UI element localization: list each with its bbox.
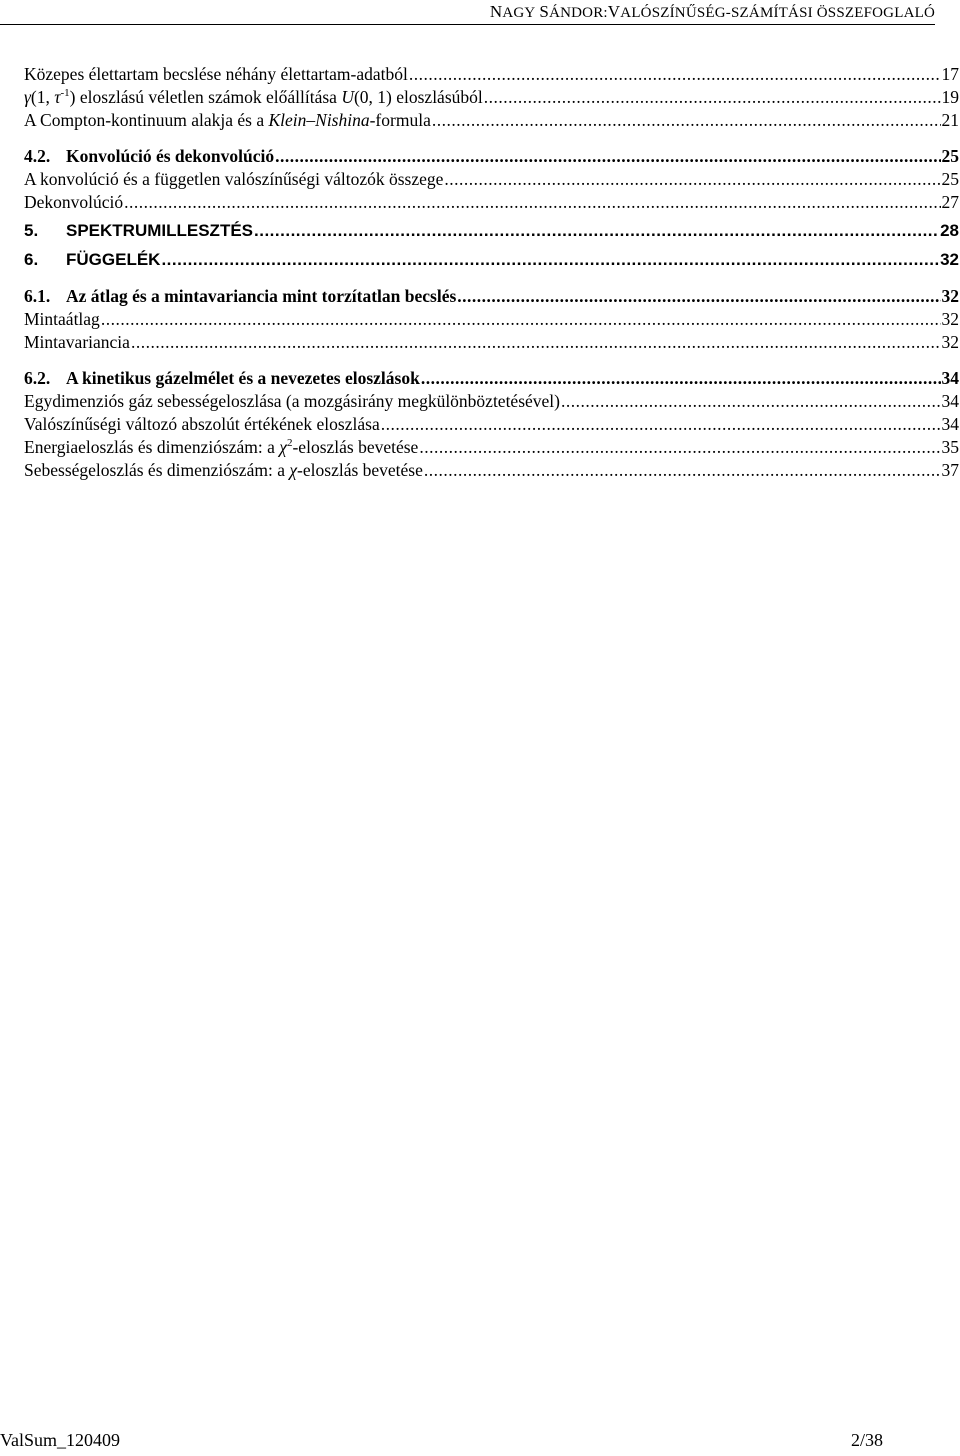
- dot-leader: [131, 331, 941, 354]
- dot-leader: [457, 285, 940, 308]
- toc-entry[interactable]: [24, 331, 959, 354]
- toc-chapter-entry[interactable]: [24, 248, 959, 272]
- table-of-contents: [24, 63, 959, 482]
- dot-leader: [275, 145, 940, 168]
- toc-entry-title: Egydimenziós gáz sebességeloszlása (a mozgásirány megkülönböztetésével): [24, 391, 560, 411]
- toc-entry-title: Közepes élettartam becslése néhány élettartam-adatból: [24, 64, 408, 84]
- toc-entry-title: Mintavariancia: [24, 332, 130, 352]
- dot-leader: [161, 248, 939, 271]
- toc-chapter-title: 6. FÜGGELÉK: [24, 250, 161, 269]
- toc-entry[interactable]: [24, 459, 959, 482]
- toc-section-title: 6.2. A kinetikus gázelmélet és a nevezetes eloszlások: [24, 368, 420, 388]
- toc-page-number: 34: [941, 391, 959, 411]
- toc-entry[interactable]: [24, 413, 959, 436]
- toc-page-number: 35: [941, 437, 959, 457]
- dot-leader: [124, 191, 940, 214]
- toc-entry[interactable]: [24, 191, 959, 214]
- toc-section-title: 4.2. Konvolúció és dekonvolúció: [24, 146, 275, 166]
- toc-page-number: 27: [941, 192, 959, 212]
- toc-entry-title: Valószínűségi változó abszolút értékének eloszlása: [24, 414, 380, 434]
- toc-page-number: 32: [940, 250, 959, 269]
- dot-leader: [381, 413, 941, 436]
- page-footer: [0, 1430, 883, 1451]
- toc-entry[interactable]: [24, 168, 959, 191]
- toc-page-number: 32: [941, 309, 959, 329]
- toc-page-number: 21: [941, 110, 959, 130]
- toc-page-number: 37: [941, 460, 959, 480]
- toc-entry[interactable]: [24, 86, 959, 109]
- toc-section-entry[interactable]: [24, 367, 959, 390]
- dot-leader: [101, 308, 941, 331]
- toc-page-number: 25: [941, 146, 959, 166]
- running-title: NAGY SÁNDOR:VALÓSZÍNŰSÉG-SZÁMÍTÁSI ÖSSZEFOGLALÓ: [489, 2, 935, 21]
- toc-chapter-title: 5. SPEKTRUMILLESZTÉS: [24, 221, 254, 240]
- dot-leader: [409, 63, 941, 86]
- toc-entry-title: Dekonvolúció: [24, 192, 124, 212]
- toc-page-number: 34: [941, 414, 959, 434]
- toc-entry-title: Mintaátlag: [24, 309, 100, 329]
- toc-entry-title: A Compton-kontinuum alakja és a Klein–Nishina-formula: [24, 110, 431, 130]
- dot-leader: [424, 459, 941, 482]
- page-header: [0, 0, 935, 25]
- toc-page-number: 17: [941, 64, 959, 84]
- toc-page-number: 25: [941, 169, 959, 189]
- dot-leader: [561, 390, 941, 413]
- dot-leader: [419, 436, 940, 459]
- toc-entry[interactable]: [24, 308, 959, 331]
- toc-page-number: 28: [940, 221, 959, 240]
- toc-entry[interactable]: [24, 390, 959, 413]
- toc-chapter-entry[interactable]: [24, 219, 959, 243]
- document-id: ValSum_120409: [0, 1430, 121, 1450]
- toc-entry-title: Energiaeloszlás és dimenziószám: a $\chi^2$-eloszlás bevetése: [24, 437, 419, 457]
- toc-page-number: 32: [941, 332, 959, 352]
- dot-leader: [432, 109, 941, 132]
- toc-page-number: 34: [941, 368, 959, 388]
- toc-entry-title: γ(1, $\tau^{-1}$) eloszlású véletlen számok előállítása U(0, 1) eloszlásúból: [24, 87, 483, 107]
- toc-entry[interactable]: [24, 436, 959, 459]
- dot-leader: [444, 168, 940, 191]
- toc-section-title: 6.1. Az átlag és a mintavariancia mint torzítatlan becslés: [24, 286, 457, 306]
- dot-leader: [484, 86, 941, 109]
- toc-entry-title: Sebességeloszlás és dimenziószám: a χ-eloszlás bevetése: [24, 460, 423, 480]
- toc-section-entry[interactable]: [24, 145, 959, 168]
- toc-section-entry[interactable]: [24, 285, 959, 308]
- toc-entry[interactable]: [24, 63, 959, 86]
- dot-leader: [421, 367, 941, 390]
- toc-page-number: 32: [941, 286, 959, 306]
- toc-page-number: 19: [941, 87, 959, 107]
- dot-leader: [254, 219, 939, 242]
- toc-entry[interactable]: [24, 109, 959, 132]
- page-indicator: 2/38: [850, 1430, 883, 1450]
- toc-entry-title: A konvolúció és a független valószínűségi változók összege: [24, 169, 444, 189]
